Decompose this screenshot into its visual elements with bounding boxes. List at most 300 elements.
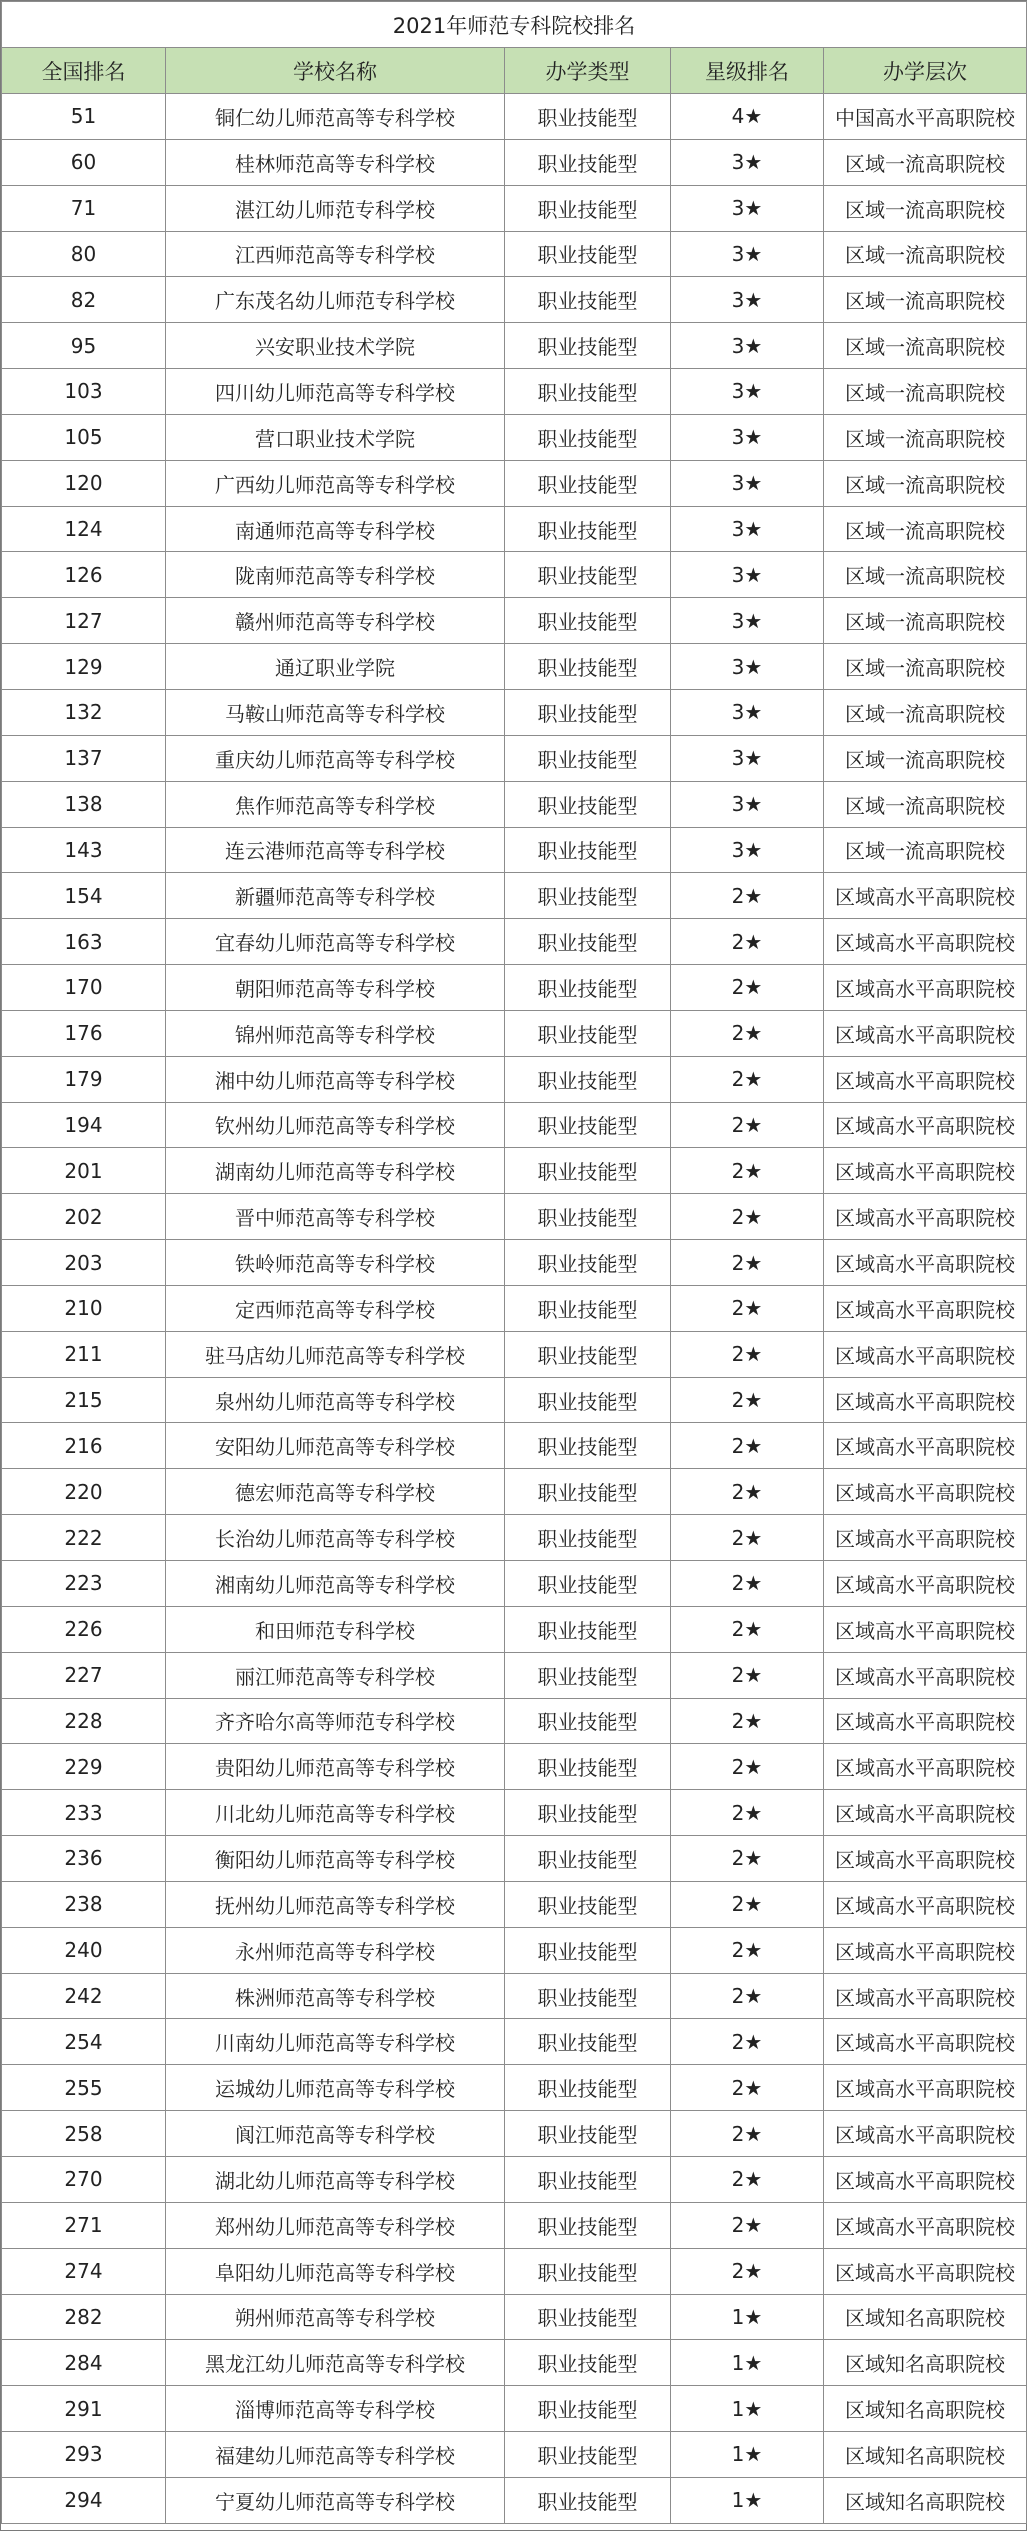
school-name-cell: 广西幼儿师范高等专科学校 xyxy=(166,460,505,506)
level-cell: 区域一流高职院校 xyxy=(824,506,1027,552)
star-cell: 2★ xyxy=(671,1927,824,1973)
table-row xyxy=(2,644,1027,690)
level-cell: 区域高水平高职院校 xyxy=(824,1331,1027,1377)
type-cell: 职业技能型 xyxy=(505,2432,671,2478)
rank-cell: 194 xyxy=(2,1102,166,1148)
type-cell: 职业技能型 xyxy=(505,2294,671,2340)
school-name-cell: 晋中师范高等专科学校 xyxy=(166,1194,505,1240)
level-cell: 区域一流高职院校 xyxy=(824,827,1027,873)
school-name-cell: 南通师范高等专科学校 xyxy=(166,506,505,552)
school-name-cell: 和田师范专科学校 xyxy=(166,1606,505,1652)
table-row xyxy=(2,2340,1027,2386)
rank-cell: 242 xyxy=(2,1973,166,2019)
rank-cell: 223 xyxy=(2,1561,166,1607)
type-cell: 职业技能型 xyxy=(505,1652,671,1698)
school-name-cell: 阆江师范高等专科学校 xyxy=(166,2111,505,2157)
star-cell: 1★ xyxy=(671,2294,824,2340)
table-row xyxy=(2,460,1027,506)
type-cell: 职业技能型 xyxy=(505,965,671,1011)
school-name-cell: 四川幼儿师范高等专科学校 xyxy=(166,369,505,415)
school-name-cell: 福建幼儿师范高等专科学校 xyxy=(166,2432,505,2478)
table-row xyxy=(2,1285,1027,1331)
table-row xyxy=(2,1056,1027,1102)
star-cell: 3★ xyxy=(671,231,824,277)
star-cell: 1★ xyxy=(671,2432,824,2478)
level-cell: 区域一流高职院校 xyxy=(824,689,1027,735)
rank-cell: 236 xyxy=(2,1836,166,1882)
type-cell: 职业技能型 xyxy=(505,1606,671,1652)
table-row xyxy=(2,1790,1027,1836)
school-name-cell: 驻马店幼儿师范高等专科学校 xyxy=(166,1331,505,1377)
type-cell: 职业技能型 xyxy=(505,94,671,140)
star-cell: 2★ xyxy=(671,1148,824,1194)
level-cell: 区域高水平高职院校 xyxy=(824,1377,1027,1423)
level-cell: 区域高水平高职院校 xyxy=(824,873,1027,919)
star-cell: 2★ xyxy=(671,1744,824,1790)
type-cell: 职业技能型 xyxy=(505,369,671,415)
star-cell: 2★ xyxy=(671,2111,824,2157)
type-cell: 职业技能型 xyxy=(505,1790,671,1836)
rank-cell: 127 xyxy=(2,598,166,644)
star-cell: 3★ xyxy=(671,689,824,735)
type-cell: 职业技能型 xyxy=(505,2477,671,2523)
type-cell: 职业技能型 xyxy=(505,1423,671,1469)
level-cell: 区域高水平高职院校 xyxy=(824,1652,1027,1698)
star-cell: 3★ xyxy=(671,323,824,369)
type-cell: 职业技能型 xyxy=(505,506,671,552)
level-cell: 区域高水平高职院校 xyxy=(824,2202,1027,2248)
type-cell: 职业技能型 xyxy=(505,2248,671,2294)
table-row xyxy=(2,598,1027,644)
school-name-cell: 连云港师范高等专科学校 xyxy=(166,827,505,873)
type-cell: 职业技能型 xyxy=(505,1331,671,1377)
table-row xyxy=(2,1194,1027,1240)
school-name-cell: 兴安职业技术学院 xyxy=(166,323,505,369)
level-cell: 区域高水平高职院校 xyxy=(824,1881,1027,1927)
type-cell: 职业技能型 xyxy=(505,2111,671,2157)
level-cell: 区域高水平高职院校 xyxy=(824,1240,1027,1286)
table-row xyxy=(2,1515,1027,1561)
type-cell: 职业技能型 xyxy=(505,644,671,690)
column-header-level: 办学层次 xyxy=(824,48,1027,94)
school-name-cell: 阜阳幼儿师范高等专科学校 xyxy=(166,2248,505,2294)
school-name-cell: 齐齐哈尔高等师范专科学校 xyxy=(166,1698,505,1744)
level-cell: 区域高水平高职院校 xyxy=(824,919,1027,965)
table-row xyxy=(2,1240,1027,1286)
type-cell: 职业技能型 xyxy=(505,598,671,644)
rank-cell: 60 xyxy=(2,139,166,185)
school-name-cell: 宜春幼儿师范高等专科学校 xyxy=(166,919,505,965)
column-header-rank: 全国排名 xyxy=(2,48,166,94)
school-name-cell: 朔州师范高等专科学校 xyxy=(166,2294,505,2340)
rank-cell: 201 xyxy=(2,1148,166,1194)
type-cell: 职业技能型 xyxy=(505,1148,671,1194)
table-row xyxy=(2,2065,1027,2111)
table-row xyxy=(2,1102,1027,1148)
school-name-cell: 永州师范高等专科学校 xyxy=(166,1927,505,1973)
level-cell: 区域高水平高职院校 xyxy=(824,2065,1027,2111)
school-name-cell: 安阳幼儿师范高等专科学校 xyxy=(166,1423,505,1469)
table-row xyxy=(2,1010,1027,1056)
school-name-cell: 湛江幼儿师范专科学校 xyxy=(166,185,505,231)
table-row xyxy=(2,1652,1027,1698)
type-cell: 职业技能型 xyxy=(505,139,671,185)
school-name-cell: 抚州幼儿师范高等专科学校 xyxy=(166,1881,505,1927)
star-cell: 3★ xyxy=(671,781,824,827)
type-cell: 职业技能型 xyxy=(505,1010,671,1056)
school-name-cell: 马鞍山师范高等专科学校 xyxy=(166,689,505,735)
school-name-cell: 湖北幼儿师范高等专科学校 xyxy=(166,2156,505,2202)
school-name-cell: 贵阳幼儿师范高等专科学校 xyxy=(166,1744,505,1790)
level-cell: 区域高水平高职院校 xyxy=(824,2156,1027,2202)
level-cell: 区域高水平高职院校 xyxy=(824,2019,1027,2065)
star-cell: 2★ xyxy=(671,1881,824,1927)
column-header-type: 办学类型 xyxy=(505,48,671,94)
level-cell: 区域一流高职院校 xyxy=(824,231,1027,277)
rank-cell: 229 xyxy=(2,1744,166,1790)
star-cell: 2★ xyxy=(671,1469,824,1515)
type-cell: 职业技能型 xyxy=(505,1561,671,1607)
school-name-cell: 川北幼儿师范高等专科学校 xyxy=(166,1790,505,1836)
school-name-cell: 钦州幼儿师范高等专科学校 xyxy=(166,1102,505,1148)
type-cell: 职业技能型 xyxy=(505,2340,671,2386)
school-name-cell: 黑龙江幼儿师范高等专科学校 xyxy=(166,2340,505,2386)
rank-cell: 274 xyxy=(2,2248,166,2294)
rank-cell: 203 xyxy=(2,1240,166,1286)
star-cell: 2★ xyxy=(671,1102,824,1148)
star-cell: 1★ xyxy=(671,2386,824,2432)
rank-cell: 120 xyxy=(2,460,166,506)
level-cell: 区域知名高职院校 xyxy=(824,2477,1027,2523)
school-name-cell: 通辽职业学院 xyxy=(166,644,505,690)
table-row xyxy=(2,94,1027,140)
table-row xyxy=(2,2248,1027,2294)
table-row xyxy=(2,873,1027,919)
star-cell: 2★ xyxy=(671,1377,824,1423)
type-cell: 职业技能型 xyxy=(505,1836,671,1882)
star-cell: 2★ xyxy=(671,1056,824,1102)
level-cell: 区域高水平高职院校 xyxy=(824,965,1027,1011)
rank-cell: 210 xyxy=(2,1285,166,1331)
star-cell: 3★ xyxy=(671,460,824,506)
level-cell: 区域一流高职院校 xyxy=(824,644,1027,690)
school-name-cell: 丽江师范高等专科学校 xyxy=(166,1652,505,1698)
rank-cell: 176 xyxy=(2,1010,166,1056)
star-cell: 3★ xyxy=(671,414,824,460)
rank-cell: 126 xyxy=(2,552,166,598)
level-cell: 区域高水平高职院校 xyxy=(824,1561,1027,1607)
type-cell: 职业技能型 xyxy=(505,1469,671,1515)
star-cell: 2★ xyxy=(671,965,824,1011)
star-cell: 3★ xyxy=(671,277,824,323)
star-cell: 3★ xyxy=(671,827,824,873)
type-cell: 职业技能型 xyxy=(505,827,671,873)
rank-cell: 284 xyxy=(2,2340,166,2386)
rank-cell: 129 xyxy=(2,644,166,690)
type-cell: 职业技能型 xyxy=(505,185,671,231)
rank-cell: 271 xyxy=(2,2202,166,2248)
star-cell: 2★ xyxy=(671,1698,824,1744)
level-cell: 区域一流高职院校 xyxy=(824,277,1027,323)
type-cell: 职业技能型 xyxy=(505,2019,671,2065)
level-cell: 中国高水平高职院校 xyxy=(824,94,1027,140)
level-cell: 区域高水平高职院校 xyxy=(824,1469,1027,1515)
rank-cell: 132 xyxy=(2,689,166,735)
level-cell: 区域高水平高职院校 xyxy=(824,2248,1027,2294)
level-cell: 区域高水平高职院校 xyxy=(824,1194,1027,1240)
table-row xyxy=(2,323,1027,369)
star-cell: 2★ xyxy=(671,2248,824,2294)
star-cell: 2★ xyxy=(671,1652,824,1698)
type-cell: 职业技能型 xyxy=(505,552,671,598)
type-cell: 职业技能型 xyxy=(505,1698,671,1744)
type-cell: 职业技能型 xyxy=(505,1973,671,2019)
star-cell: 2★ xyxy=(671,1836,824,1882)
table-row xyxy=(2,827,1027,873)
table-row xyxy=(2,2156,1027,2202)
table-row xyxy=(2,2386,1027,2432)
star-cell: 3★ xyxy=(671,552,824,598)
level-cell: 区域一流高职院校 xyxy=(824,139,1027,185)
rank-cell: 220 xyxy=(2,1469,166,1515)
rank-cell: 71 xyxy=(2,185,166,231)
rank-cell: 143 xyxy=(2,827,166,873)
type-cell: 职业技能型 xyxy=(505,1927,671,1973)
school-name-cell: 铁岭师范高等专科学校 xyxy=(166,1240,505,1286)
star-cell: 2★ xyxy=(671,2065,824,2111)
rank-cell: 80 xyxy=(2,231,166,277)
type-cell: 职业技能型 xyxy=(505,919,671,965)
star-cell: 1★ xyxy=(671,2340,824,2386)
star-cell: 2★ xyxy=(671,1790,824,1836)
rank-cell: 163 xyxy=(2,919,166,965)
table-row xyxy=(2,414,1027,460)
level-cell: 区域知名高职院校 xyxy=(824,2432,1027,2478)
table-title: 2021年师范专科院校排名 xyxy=(2,2,1027,48)
rank-cell: 179 xyxy=(2,1056,166,1102)
star-cell: 2★ xyxy=(671,1606,824,1652)
level-cell: 区域高水平高职院校 xyxy=(824,1698,1027,1744)
star-cell: 2★ xyxy=(671,1194,824,1240)
star-cell: 3★ xyxy=(671,139,824,185)
rank-cell: 227 xyxy=(2,1652,166,1698)
level-cell: 区域知名高职院校 xyxy=(824,2294,1027,2340)
school-name-cell: 长治幼儿师范高等专科学校 xyxy=(166,1515,505,1561)
level-cell: 区域一流高职院校 xyxy=(824,414,1027,460)
type-cell: 职业技能型 xyxy=(505,1881,671,1927)
rank-cell: 258 xyxy=(2,2111,166,2157)
school-name-cell: 宁夏幼儿师范高等专科学校 xyxy=(166,2477,505,2523)
table-row xyxy=(2,919,1027,965)
rank-cell: 215 xyxy=(2,1377,166,1423)
ranking-table xyxy=(1,1,1027,2524)
school-name-cell: 川南幼儿师范高等专科学校 xyxy=(166,2019,505,2065)
rank-cell: 154 xyxy=(2,873,166,919)
title-row xyxy=(2,2,1027,48)
level-cell: 区域高水平高职院校 xyxy=(824,1148,1027,1194)
type-cell: 职业技能型 xyxy=(505,2065,671,2111)
school-name-cell: 桂林师范高等专科学校 xyxy=(166,139,505,185)
star-cell: 3★ xyxy=(671,644,824,690)
type-cell: 职业技能型 xyxy=(505,2202,671,2248)
table-row xyxy=(2,506,1027,552)
type-cell: 职业技能型 xyxy=(505,2386,671,2432)
level-cell: 区域一流高职院校 xyxy=(824,598,1027,644)
type-cell: 职业技能型 xyxy=(505,460,671,506)
table-row xyxy=(2,2019,1027,2065)
school-name-cell: 湖南幼儿师范高等专科学校 xyxy=(166,1148,505,1194)
table-row xyxy=(2,1927,1027,1973)
level-cell: 区域高水平高职院校 xyxy=(824,1606,1027,1652)
type-cell: 职业技能型 xyxy=(505,1240,671,1286)
school-name-cell: 营口职业技术学院 xyxy=(166,414,505,460)
table-row xyxy=(2,231,1027,277)
table-row xyxy=(2,369,1027,415)
type-cell: 职业技能型 xyxy=(505,873,671,919)
level-cell: 区域高水平高职院校 xyxy=(824,1836,1027,1882)
table-row xyxy=(2,2111,1027,2157)
type-cell: 职业技能型 xyxy=(505,1102,671,1148)
star-cell: 3★ xyxy=(671,185,824,231)
school-name-cell: 株洲师范高等专科学校 xyxy=(166,1973,505,2019)
star-cell: 2★ xyxy=(671,873,824,919)
table-row xyxy=(2,1606,1027,1652)
rank-cell: 216 xyxy=(2,1423,166,1469)
column-header-star: 星级排名 xyxy=(671,48,824,94)
level-cell: 区域知名高职院校 xyxy=(824,2386,1027,2432)
table-row xyxy=(2,552,1027,598)
table-row xyxy=(2,1698,1027,1744)
school-name-cell: 湘南幼儿师范高等专科学校 xyxy=(166,1561,505,1607)
school-name-cell: 郑州幼儿师范高等专科学校 xyxy=(166,2202,505,2248)
rank-cell: 51 xyxy=(2,94,166,140)
rank-cell: 291 xyxy=(2,2386,166,2432)
star-cell: 2★ xyxy=(671,1423,824,1469)
star-cell: 1★ xyxy=(671,2477,824,2523)
table-row xyxy=(2,1148,1027,1194)
type-cell: 职业技能型 xyxy=(505,1377,671,1423)
table-row xyxy=(2,1973,1027,2019)
level-cell: 区域一流高职院校 xyxy=(824,781,1027,827)
school-name-cell: 衡阳幼儿师范高等专科学校 xyxy=(166,1836,505,1882)
star-cell: 2★ xyxy=(671,2019,824,2065)
rank-cell: 124 xyxy=(2,506,166,552)
rank-cell: 254 xyxy=(2,2019,166,2065)
star-cell: 2★ xyxy=(671,1010,824,1056)
rank-cell: 170 xyxy=(2,965,166,1011)
level-cell: 区域高水平高职院校 xyxy=(824,1423,1027,1469)
type-cell: 职业技能型 xyxy=(505,689,671,735)
school-name-cell: 淄博师范高等专科学校 xyxy=(166,2386,505,2432)
table-row xyxy=(2,277,1027,323)
table-row xyxy=(2,1377,1027,1423)
star-cell: 2★ xyxy=(671,1240,824,1286)
table-row xyxy=(2,1423,1027,1469)
rank-cell: 238 xyxy=(2,1881,166,1927)
level-cell: 区域高水平高职院校 xyxy=(824,1102,1027,1148)
star-cell: 2★ xyxy=(671,1515,824,1561)
table-row xyxy=(2,1881,1027,1927)
level-cell: 区域知名高职院校 xyxy=(824,2340,1027,2386)
rank-cell: 211 xyxy=(2,1331,166,1377)
type-cell: 职业技能型 xyxy=(505,323,671,369)
type-cell: 职业技能型 xyxy=(505,414,671,460)
rank-cell: 222 xyxy=(2,1515,166,1561)
type-cell: 职业技能型 xyxy=(505,735,671,781)
type-cell: 职业技能型 xyxy=(505,2156,671,2202)
rank-cell: 270 xyxy=(2,2156,166,2202)
star-cell: 3★ xyxy=(671,598,824,644)
school-name-cell: 赣州师范高等专科学校 xyxy=(166,598,505,644)
rank-cell: 105 xyxy=(2,414,166,460)
type-cell: 职业技能型 xyxy=(505,1194,671,1240)
school-name-cell: 定西师范高等专科学校 xyxy=(166,1285,505,1331)
table-row xyxy=(2,2202,1027,2248)
level-cell: 区域高水平高职院校 xyxy=(824,1744,1027,1790)
rank-cell: 137 xyxy=(2,735,166,781)
star-cell: 3★ xyxy=(671,735,824,781)
rank-cell: 240 xyxy=(2,1927,166,1973)
rank-cell: 282 xyxy=(2,2294,166,2340)
school-name-cell: 锦州师范高等专科学校 xyxy=(166,1010,505,1056)
school-name-cell: 运城幼儿师范高等专科学校 xyxy=(166,2065,505,2111)
rank-cell: 202 xyxy=(2,1194,166,1240)
school-name-cell: 铜仁幼儿师范高等专科学校 xyxy=(166,94,505,140)
table-row xyxy=(2,2294,1027,2340)
type-cell: 职业技能型 xyxy=(505,1744,671,1790)
level-cell: 区域高水平高职院校 xyxy=(824,2111,1027,2157)
star-cell: 2★ xyxy=(671,2156,824,2202)
school-name-cell: 江西师范高等专科学校 xyxy=(166,231,505,277)
school-name-cell: 陇南师范高等专科学校 xyxy=(166,552,505,598)
star-cell: 2★ xyxy=(671,1973,824,2019)
school-name-cell: 广东茂名幼儿师范专科学校 xyxy=(166,277,505,323)
level-cell: 区域一流高职院校 xyxy=(824,185,1027,231)
table-row xyxy=(2,2432,1027,2478)
star-cell: 4★ xyxy=(671,94,824,140)
school-name-cell: 湘中幼儿师范高等专科学校 xyxy=(166,1056,505,1102)
star-cell: 2★ xyxy=(671,919,824,965)
rank-cell: 95 xyxy=(2,323,166,369)
level-cell: 区域一流高职院校 xyxy=(824,369,1027,415)
type-cell: 职业技能型 xyxy=(505,231,671,277)
column-header-school: 学校名称 xyxy=(166,48,505,94)
rank-cell: 226 xyxy=(2,1606,166,1652)
school-name-cell: 德宏师范高等专科学校 xyxy=(166,1469,505,1515)
rank-cell: 82 xyxy=(2,277,166,323)
rank-cell: 293 xyxy=(2,2432,166,2478)
star-cell: 2★ xyxy=(671,1561,824,1607)
type-cell: 职业技能型 xyxy=(505,277,671,323)
table-row xyxy=(2,965,1027,1011)
type-cell: 职业技能型 xyxy=(505,1056,671,1102)
table-row xyxy=(2,185,1027,231)
school-name-cell: 新疆师范高等专科学校 xyxy=(166,873,505,919)
table-row xyxy=(2,1744,1027,1790)
type-cell: 职业技能型 xyxy=(505,1285,671,1331)
school-name-cell: 重庆幼儿师范高等专科学校 xyxy=(166,735,505,781)
table-row xyxy=(2,781,1027,827)
star-cell: 2★ xyxy=(671,1285,824,1331)
school-name-cell: 泉州幼儿师范高等专科学校 xyxy=(166,1377,505,1423)
rank-cell: 228 xyxy=(2,1698,166,1744)
header-row xyxy=(2,48,1027,94)
rank-cell: 103 xyxy=(2,369,166,415)
level-cell: 区域高水平高职院校 xyxy=(824,1056,1027,1102)
rank-cell: 138 xyxy=(2,781,166,827)
table-row xyxy=(2,735,1027,781)
type-cell: 职业技能型 xyxy=(505,1515,671,1561)
